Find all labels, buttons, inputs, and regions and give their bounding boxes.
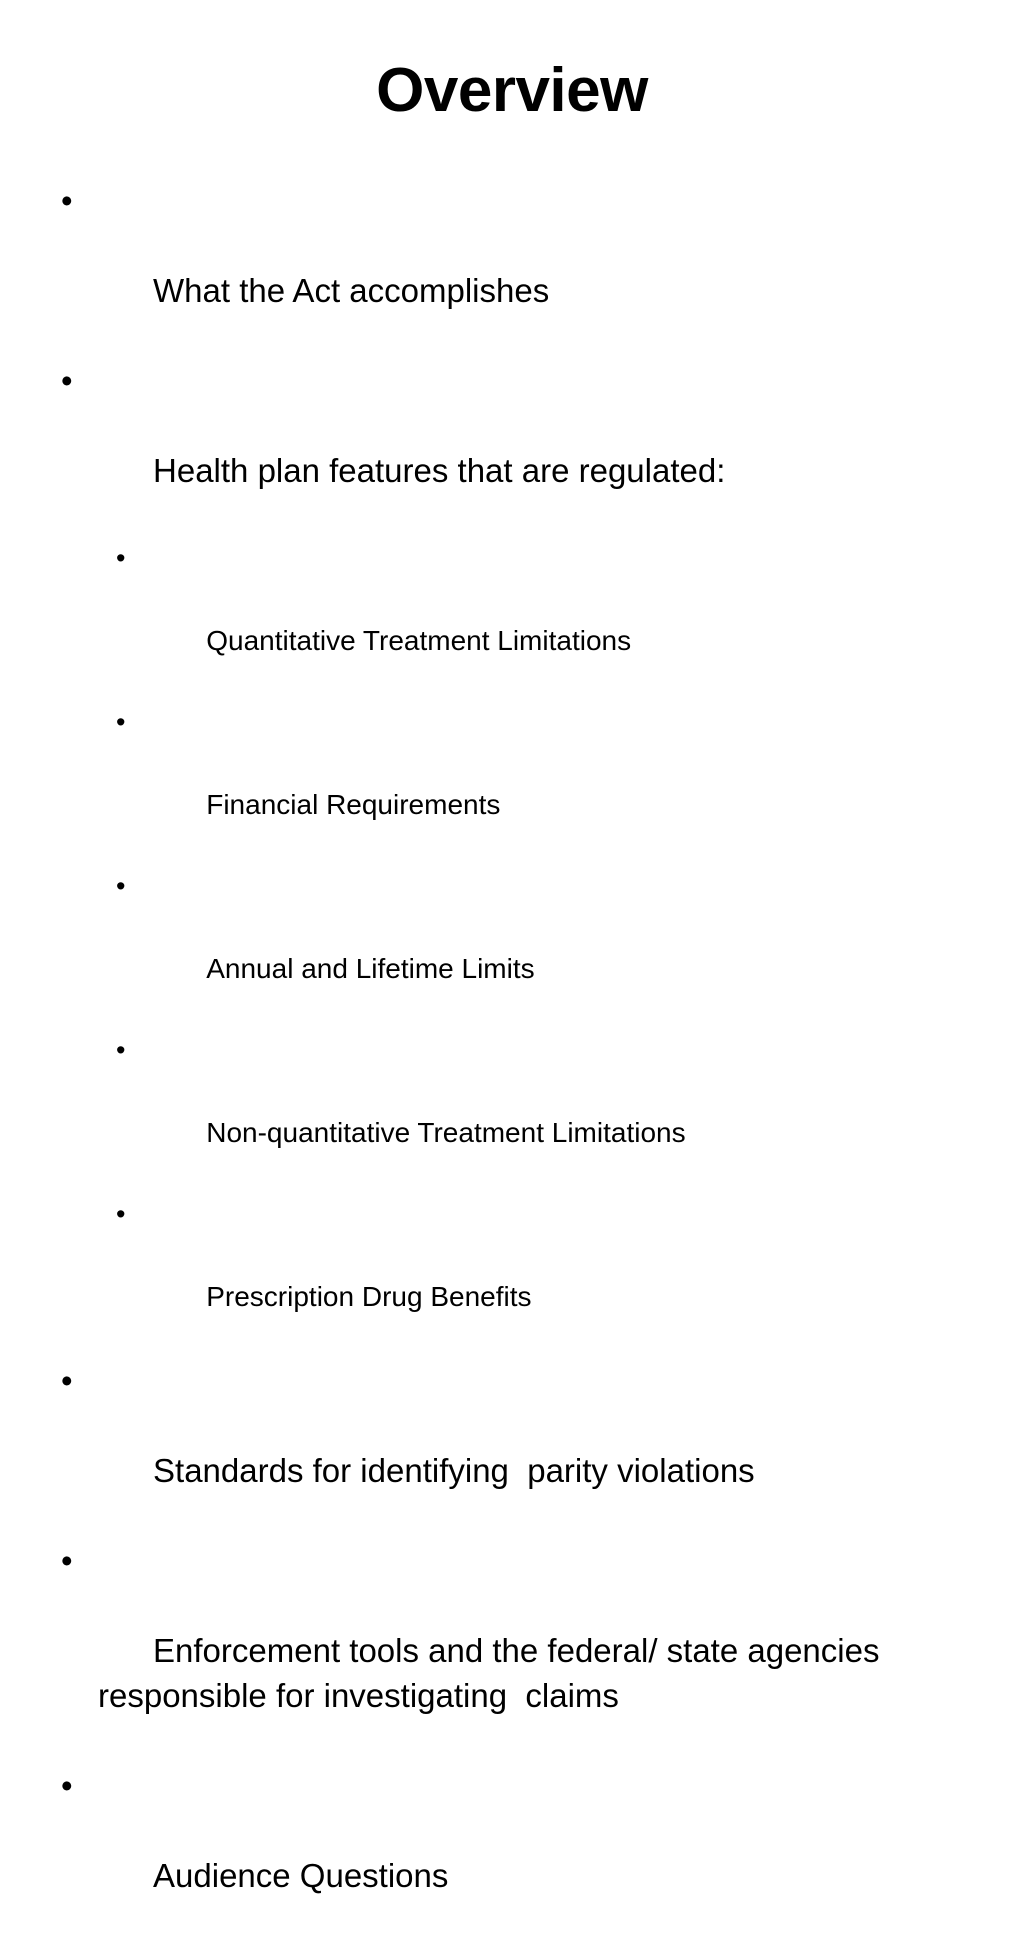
regulated-features-sublist	[58, 538, 978, 1358]
sub-bullet-marker-icon: •	[116, 1199, 126, 1229]
list-item	[58, 358, 978, 538]
list-item-label: Standards for identifying parity violations	[153, 1452, 755, 1489]
sub-bullet-marker-icon: •	[116, 543, 126, 573]
list-item-label: Annual and Lifetime Limits	[206, 953, 535, 984]
list-item-label: Non-quantitative Treatment Limitations	[206, 1117, 686, 1148]
bullet-marker-icon: •	[61, 1542, 73, 1579]
list-item	[58, 1194, 978, 1358]
list-item	[58, 866, 978, 1030]
list-item	[58, 1538, 978, 1763]
list-item-label: Financial Requirements	[206, 789, 501, 820]
list-item	[58, 1763, 978, 1943]
sub-bullet-marker-icon: •	[116, 707, 126, 737]
list-item	[58, 178, 978, 358]
list-item-label: What the Act accomplishes	[153, 272, 550, 309]
list-item	[58, 1358, 978, 1538]
list-item-label: Audience Questions	[153, 1857, 449, 1894]
list-item	[58, 702, 978, 866]
list-item-label: Enforcement tools and the federal/ state agencies responsible for investigating claims	[98, 1632, 889, 1714]
bullet-marker-icon: •	[61, 362, 73, 399]
list-item-label: Quantitative Treatment Limitations	[206, 625, 632, 656]
sub-bullet-marker-icon: •	[116, 871, 126, 901]
list-item-label: Health plan features that are regulated:	[153, 452, 726, 489]
list-item	[58, 538, 978, 702]
list-item	[58, 1030, 978, 1194]
bullet-marker-icon: •	[61, 182, 73, 219]
bullet-marker-icon: •	[61, 1362, 73, 1399]
page-title: Overview	[376, 56, 648, 125]
list-item-label: Prescription Drug Benefits	[206, 1281, 532, 1312]
bullet-marker-icon: •	[61, 1767, 73, 1804]
overview-bullet-list	[58, 178, 978, 1943]
sub-bullet-marker-icon: •	[116, 1035, 126, 1065]
